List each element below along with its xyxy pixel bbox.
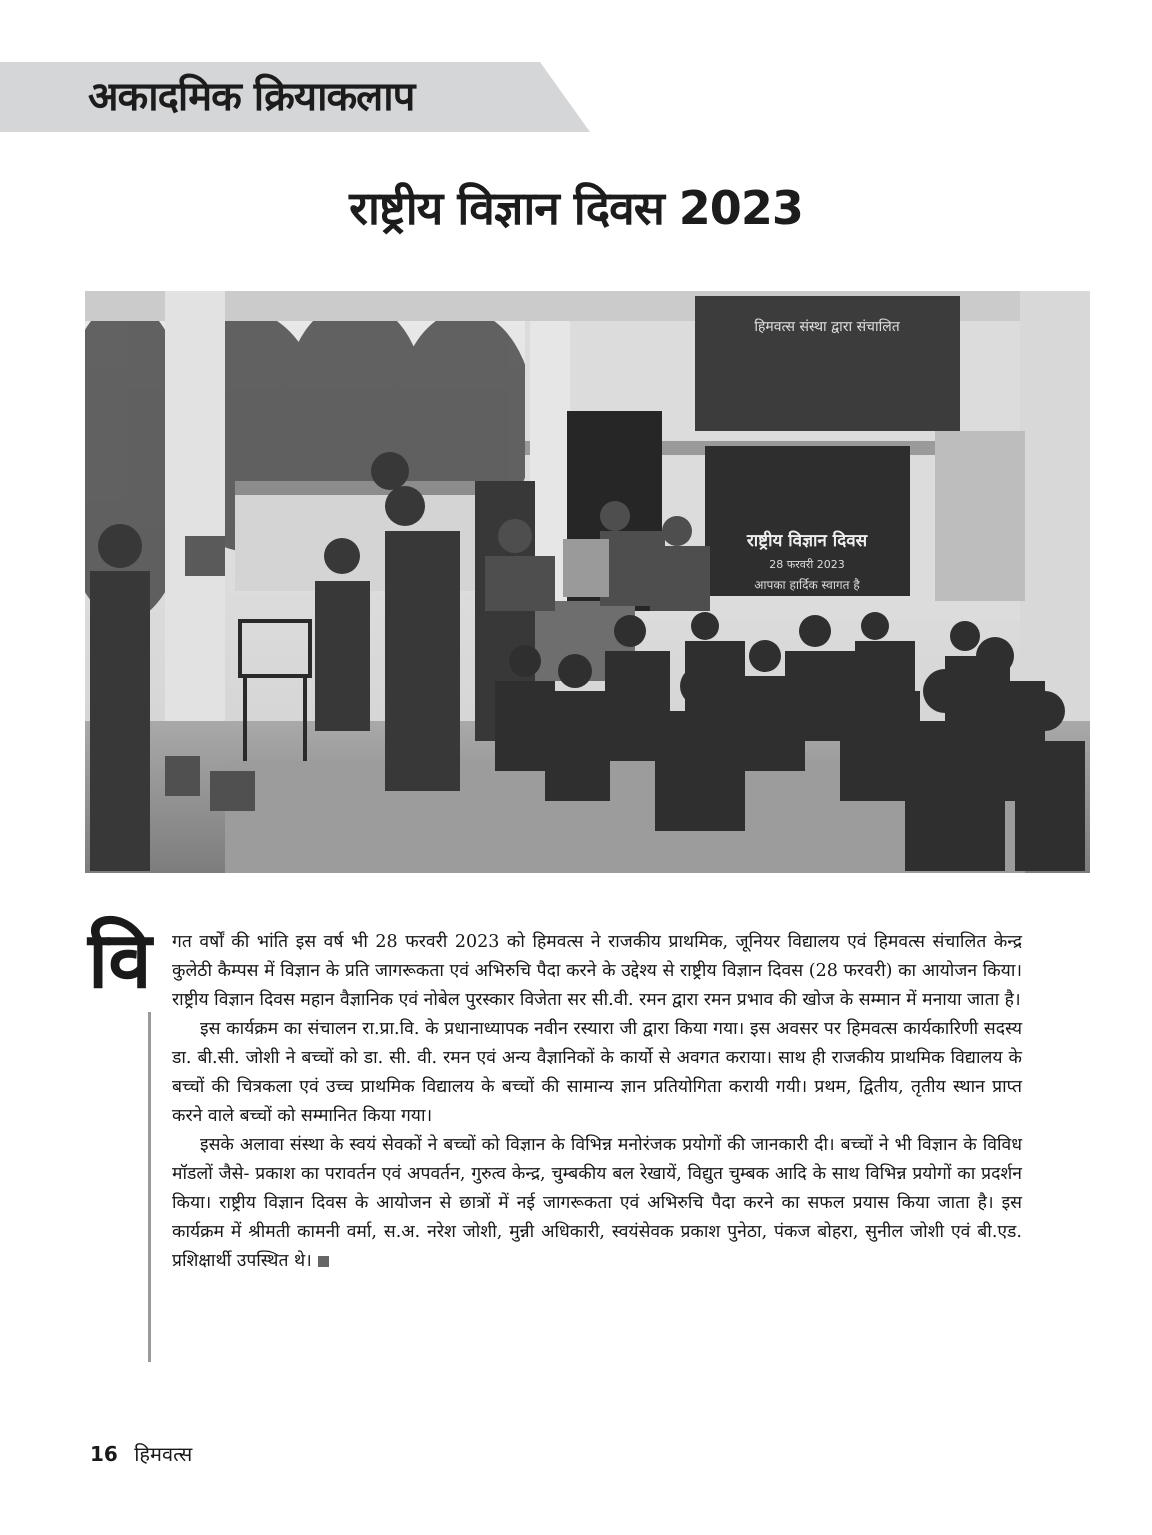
- article-title: राष्ट्रीय विज्ञान दिवस 2023: [349, 181, 803, 235]
- article-body: [172, 928, 1022, 1276]
- article-paragraph-1: गत वर्षों की भांति इस वर्ष भी 28 फरवरी 2023 को हिमवत्स ने राजकीय प्राथमिक, जूनियर विद्यालय एवं हिमवत्स संचालित केन्द्र कुलेठी कैम्पस में विज्ञान के प्रति जागरूकता एवं अभिरुचि पैदा करने के उद्देश्य से राष्ट्रीय विज्ञान दिवस (28 फरवरी) का आयोजन किया। राष्ट्रीय विज्ञान दिवस महान वैज्ञानिक एवं नोबेल पुरस्कार विजेता सर सी.वी. रमन द्वारा रमन प्रभाव की खोज के सम्मान में मनाया जाता है।: [172, 932, 1022, 1010]
- section-title: अकादमिक क्रियाकलाप: [88, 74, 415, 120]
- article-paragraph-2: इस कार्यक्रम का संचालन रा.प्रा.वि. के प्रधानाध्यापक नवीन रस्यारा जी द्वारा किया गया। इस अवसर पर हिमवत्स कार्यकारिणी सदस्य डा. बी.सी. जोशी ने बच्चों को डा. सी. वी. रमन एवं अन्य वैज्ञानिकों के कार्यो से अवगत कराया। साथ ही राजकीय प्राथमिक विद्यालय के बच्चों की चित्रकला एवं उच्च प्राथमिक विद्यालय के बच्चों की सामान्य ज्ञान प्रतियोगिता करायी गयी। प्रथम, द्वितीय, तृतीय स्थान प्राप्त करने वाले बच्चों को सम्मानित किया गया।: [172, 1019, 1022, 1126]
- photo-banner-event: राष्ट्रीय विज्ञान दिवस: [746, 531, 868, 551]
- article-paragraph-3: [172, 1131, 1022, 1276]
- photo-banner-heading: हिमवत्स संस्था द्वारा संचालित: [754, 319, 900, 335]
- event-photo: [85, 291, 1090, 873]
- page-number: 16: [90, 1442, 118, 1466]
- drop-cap-rule: [148, 1012, 151, 1362]
- magazine-name: हिमवत्स: [134, 1442, 193, 1466]
- photo-banner-welcome: आपका हार्दिक स्वागत है: [754, 578, 860, 592]
- page-footer: [90, 1440, 192, 1472]
- end-mark-icon: [318, 1256, 329, 1267]
- drop-cap: वि: [88, 916, 152, 1006]
- photo-banner-date: 28 फरवरी 2023: [769, 558, 845, 571]
- article-paragraph-3-text: इसके अलावा संस्था के स्वयं सेवकों ने बच्चों को विज्ञान के विभिन्न मनोरंजक प्रयोगों की जानकारी दी। बच्चों ने भी विज्ञान के विविध मॉडलों जैसे- प्रकाश का परावर्तन एवं अपवर्तन, गुरुत्व केन्द्र, चुम्बकीय बल रेखायें, विद्युत चुम्बक आदि के साथ विभिन्न प्रयोगों का प्रदर्शन किया। राष्ट्रीय विज्ञान दिवस के आयोजन से छात्रों में नई जागरूकता एवं अभिरुचि पैदा करने का सफल प्रयास किया जाता है। इस कार्यक्रम में श्रीमती कामनी वर्मा, स.अ. नरेश जोशी, मुन्नी अधिकारी, स्वयंसेवक प्रकाश पुनेठा, पंकज बोहरा, सुनील जोशी एवं बी.एड. प्रशिक्षार्थी उपस्थित थे।: [172, 1135, 1022, 1271]
